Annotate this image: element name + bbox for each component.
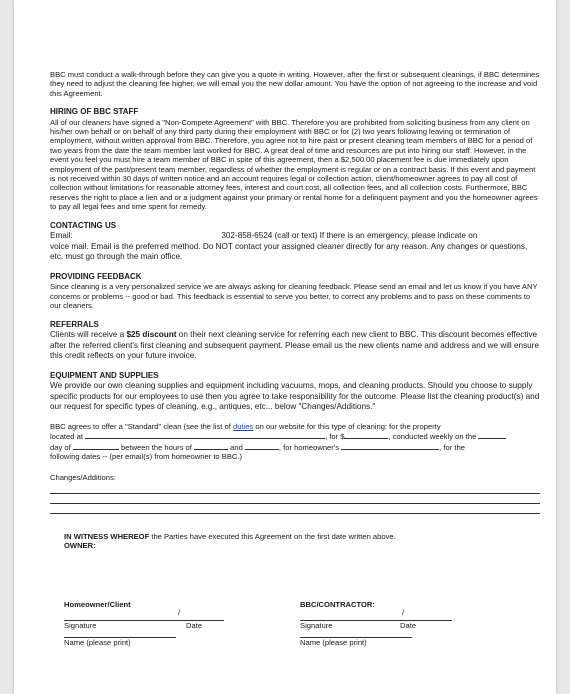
day-of-field[interactable] — [73, 442, 119, 450]
contacting-section — [50, 221, 540, 263]
referrals-text-start: Clients will receive a — [50, 329, 127, 339]
duties-link[interactable]: duties — [232, 421, 254, 431]
agreement-line-2 — [50, 431, 540, 441]
referrals-heading: REFERRALS — [50, 319, 99, 329]
contractor-signature-label: Signature — [300, 621, 333, 630]
hiring-section — [50, 107, 540, 211]
hiring-body: All of our cleaners have signed a "Non-Compete Agreement" with BBC. Therefore you are prohibited from soliciting business from any client on his/her own behalf or on behalf of any third party during their employment with BBC or for (2) two years following leaving or termination of employment, without written approval from BBC. Therefore, you agree not to hire past or present cleaning team members of BBC for a period of two years from the date the team member last worked for BBC. A great deal of time and resources are put into hiring our staff. However, in the event you feel you must hire a team member of BBC in spite of this agreement, then a $2,500.00 placement fee is due immediately upon employment of the past/present team member, regardless of whether the employment is regular or on a contract basis. If this event and payment is not received within 30 days of written notice and an account requires legal or collection action, client/homeowner agrees to pay all cost of collection without limitations for reasonable attorney fees, interest and court cost, all collection fees, and all collection costs. Furthermore, BBC reserves the right to place a lien and or a judgment against your primary or rental home for a delinquent payment and you the homeowner agrees to pay all legal fees and time spent for remedy. — [50, 117, 538, 212]
agreement-text-2: on our website for this type of cleaning: for the property — [253, 421, 441, 431]
contractor-name-label: Name (please print) — [300, 638, 367, 647]
witness-statement — [64, 532, 540, 541]
homeowner-field[interactable] — [341, 442, 439, 450]
end-hour-field[interactable] — [245, 442, 279, 450]
homeowner-name-label: Name (please print) — [64, 638, 131, 647]
intro-paragraph: BBC must conduct a walk-through before they can give you a quote in writing. However, after the first or subsequent cleanings, if BBC determines they need to adjust the cleaning fee higher, we will email you the new dollar amount. You have the option of not agreeing to the increase and void this Agreement. — [50, 70, 540, 98]
document-content — [50, 70, 540, 551]
witness-bold: IN WITNESS WHEREOF — [64, 531, 150, 541]
homeowner-slash: / — [178, 608, 181, 617]
between-label: between the hours of — [120, 442, 192, 452]
property-address-field[interactable] — [85, 431, 325, 439]
equipment-body: We provide our own cleaning supplies and equipment including vacuums, mops, and cleaning products. Should you choose to supply specific products for our employees to use then you agree to take responsibility for the outcome. Please list the cleaning product(s) and our request for specific types of cleaning, e.g., antiques, etc... below "Changes/Additions." — [50, 381, 540, 412]
referrals-body — [50, 330, 540, 362]
for-dollar-label: , for $ — [325, 432, 345, 442]
homeowner-heading: Homeowner/Client — [64, 600, 131, 609]
email-label: Email: — [50, 231, 73, 241]
homeowners-label: , for homeowner's — [278, 442, 340, 452]
and-label: and — [230, 442, 243, 452]
contractor-heading: BBC/CONTRACTOR: — [300, 600, 375, 609]
for-the-label: , for the — [439, 442, 465, 452]
day-of-label: day of — [50, 442, 71, 452]
contacting-line — [50, 231, 540, 242]
agreement-line-3 — [50, 442, 540, 452]
conducted-label: , conducted weekly on the — [388, 432, 477, 442]
hiring-heading: HIRING OF BBC STAFF — [50, 107, 139, 117]
referral-discount: $25 discount — [126, 329, 177, 339]
owner-label: OWNER: — [64, 541, 96, 551]
changes-line-1[interactable] — [50, 484, 540, 494]
witness-text: the Parties have executed this Agreement on the first date written above. — [149, 531, 396, 541]
witness-section — [64, 532, 540, 551]
changes-line-3[interactable] — [50, 504, 540, 514]
contractor-slash: / — [402, 608, 405, 617]
feedback-body: Since cleaning is a very personalized service we are always asking for cleaning feedback. Please send an email and let us know if you have ANY concerns or problems -- good or bad. This feedback is essential to serve you better, to correct any problems and to pass on these comments to our cleaners. — [50, 282, 538, 311]
phone-text: 302-858-6524 (call or text) If there is an emergency, please indicate on — [221, 231, 478, 241]
changes-section — [50, 473, 540, 514]
price-field[interactable] — [344, 431, 388, 439]
agreement-text-1: BBC agrees to offer a "Standard" clean (see the list of — [50, 421, 233, 431]
homeowner-signature-label: Signature — [64, 621, 97, 630]
located-at-label: located at — [50, 432, 83, 442]
agreement-section — [50, 422, 540, 462]
contractor-date-label: Date — [400, 621, 417, 630]
referrals-text-end: on their next cleaning service for referring each new client to BBC. This discount becomes effective after the referred client's first cleaning and subsequent payment. Please email us the new clients name and address and we will ensure this credit reflects on your future invoice. — [50, 329, 539, 361]
changes-line-2[interactable] — [50, 494, 540, 504]
feedback-heading: PROVIDING FEEDBACK — [50, 271, 142, 281]
homeowner-date-label: Date — [186, 621, 203, 630]
changes-label: Changes/Additions: — [50, 472, 116, 482]
equipment-section — [50, 371, 540, 413]
weekday-field[interactable] — [478, 431, 506, 439]
agreement-line-1 — [50, 422, 540, 431]
start-hour-field[interactable] — [194, 442, 228, 450]
agreement-line-4: following dates -- (per email(s) from homeowner to BBC.) — [50, 452, 243, 462]
contacting-body: voice mail. Email is the preferred method. Do NOT contact your assigned cleaner directly for any reason. Any changes or questions, etc. must go through the main office. — [50, 241, 528, 262]
contacting-heading: CONTACTING US — [50, 220, 117, 230]
equipment-heading: EQUIPMENT AND SUPPLIES — [50, 370, 159, 380]
document-page — [14, 0, 556, 694]
feedback-section — [50, 272, 540, 311]
referrals-section — [50, 320, 540, 362]
